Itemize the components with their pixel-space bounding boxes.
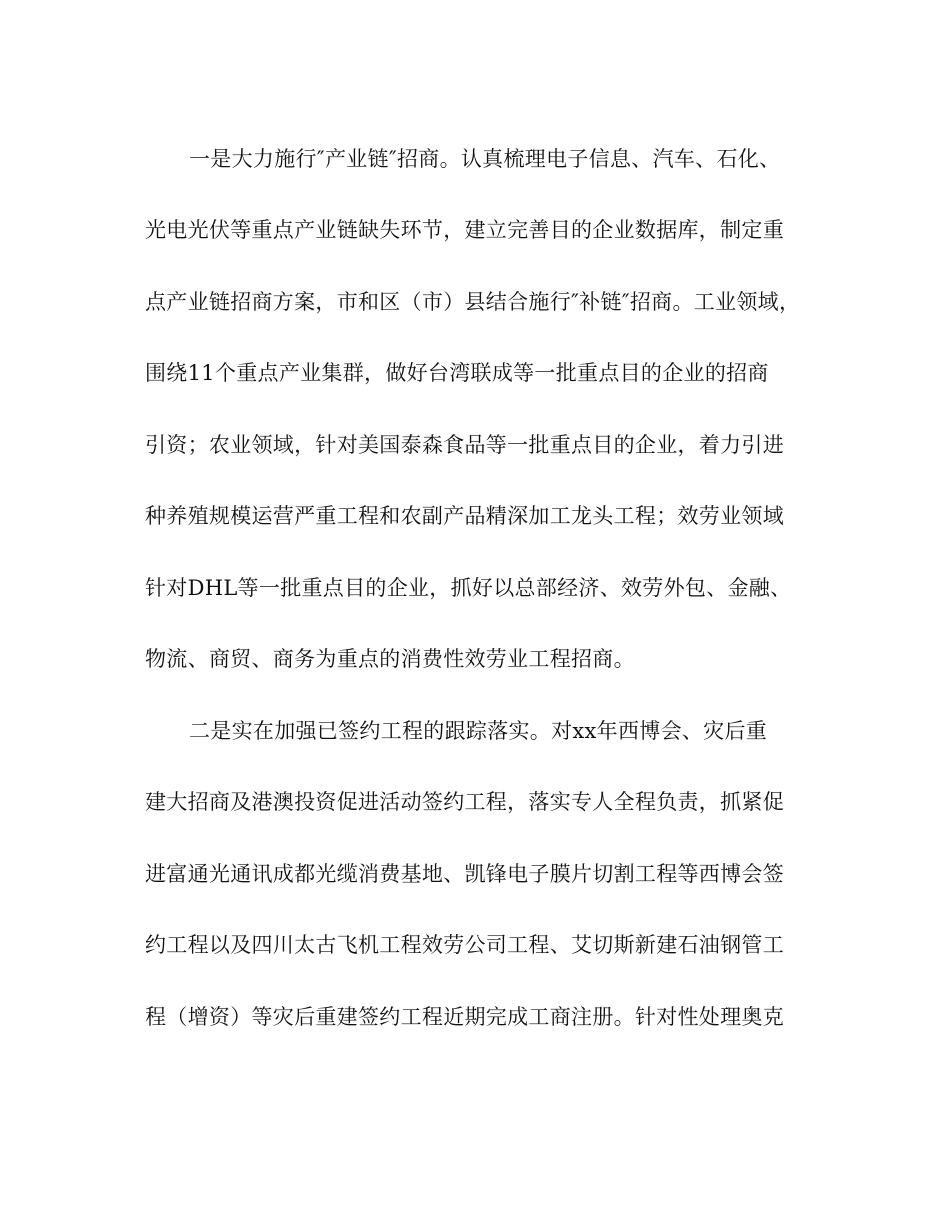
paragraph-1-line-7: 针对DHL等一批重点目的企业，抓好以总部经济、效劳外包、金融、 [145, 576, 792, 600]
paragraph-1-line-4: 围绕11个重点产业集群，做好台湾联成等一批重点目的企业的招商 [145, 361, 769, 385]
paragraph-1-line-2: 光电光伏等重点产业链缺失环节，建立完善目的企业数据库，制定重 [145, 218, 784, 242]
paragraph-2-line-3: 进富通光通讯成都光缆消费基地、凯锋电子膜片切割工程等西博会签 [145, 862, 784, 886]
paragraph-2-line-2: 建大招商及港澳投资促进活动签约工程，落实专人全程负责，抓紧促 [145, 790, 784, 814]
paragraph-2-line-4: 约工程以及四川太古飞机工程效劳公司工程、艾切斯新建石油钢管工 [145, 933, 784, 957]
paragraph-1-line-5: 引资；农业领域，针对美国泰森食品等一批重点目的企业，着力引进 [145, 433, 784, 457]
paragraph-2-line-1: 二是实在加强已签约工程的跟踪落实。对xx年西博会、灾后重 [189, 719, 768, 743]
paragraph-1-line-8: 物流、商贸、商务为重点的消费性效劳业工程招商。 [145, 647, 635, 671]
paragraph-1-line-1: 一是大力施行″产业链″招商。认真梳理电子信息、汽车、石化、 [189, 147, 781, 171]
paragraph-1-line-3: 点产业链招商方案，市和区（市）县结合施行″补链″招商。工业领域， [145, 290, 801, 314]
paragraph-2-line-5: 程（增资）等灾后重建签约工程近期完成工商注册。针对性处理奥克 [145, 1005, 784, 1029]
paragraph-1-line-6: 种养殖规模运营严重工程和农副产品精深加工龙头工程；效劳业领域 [145, 504, 784, 528]
